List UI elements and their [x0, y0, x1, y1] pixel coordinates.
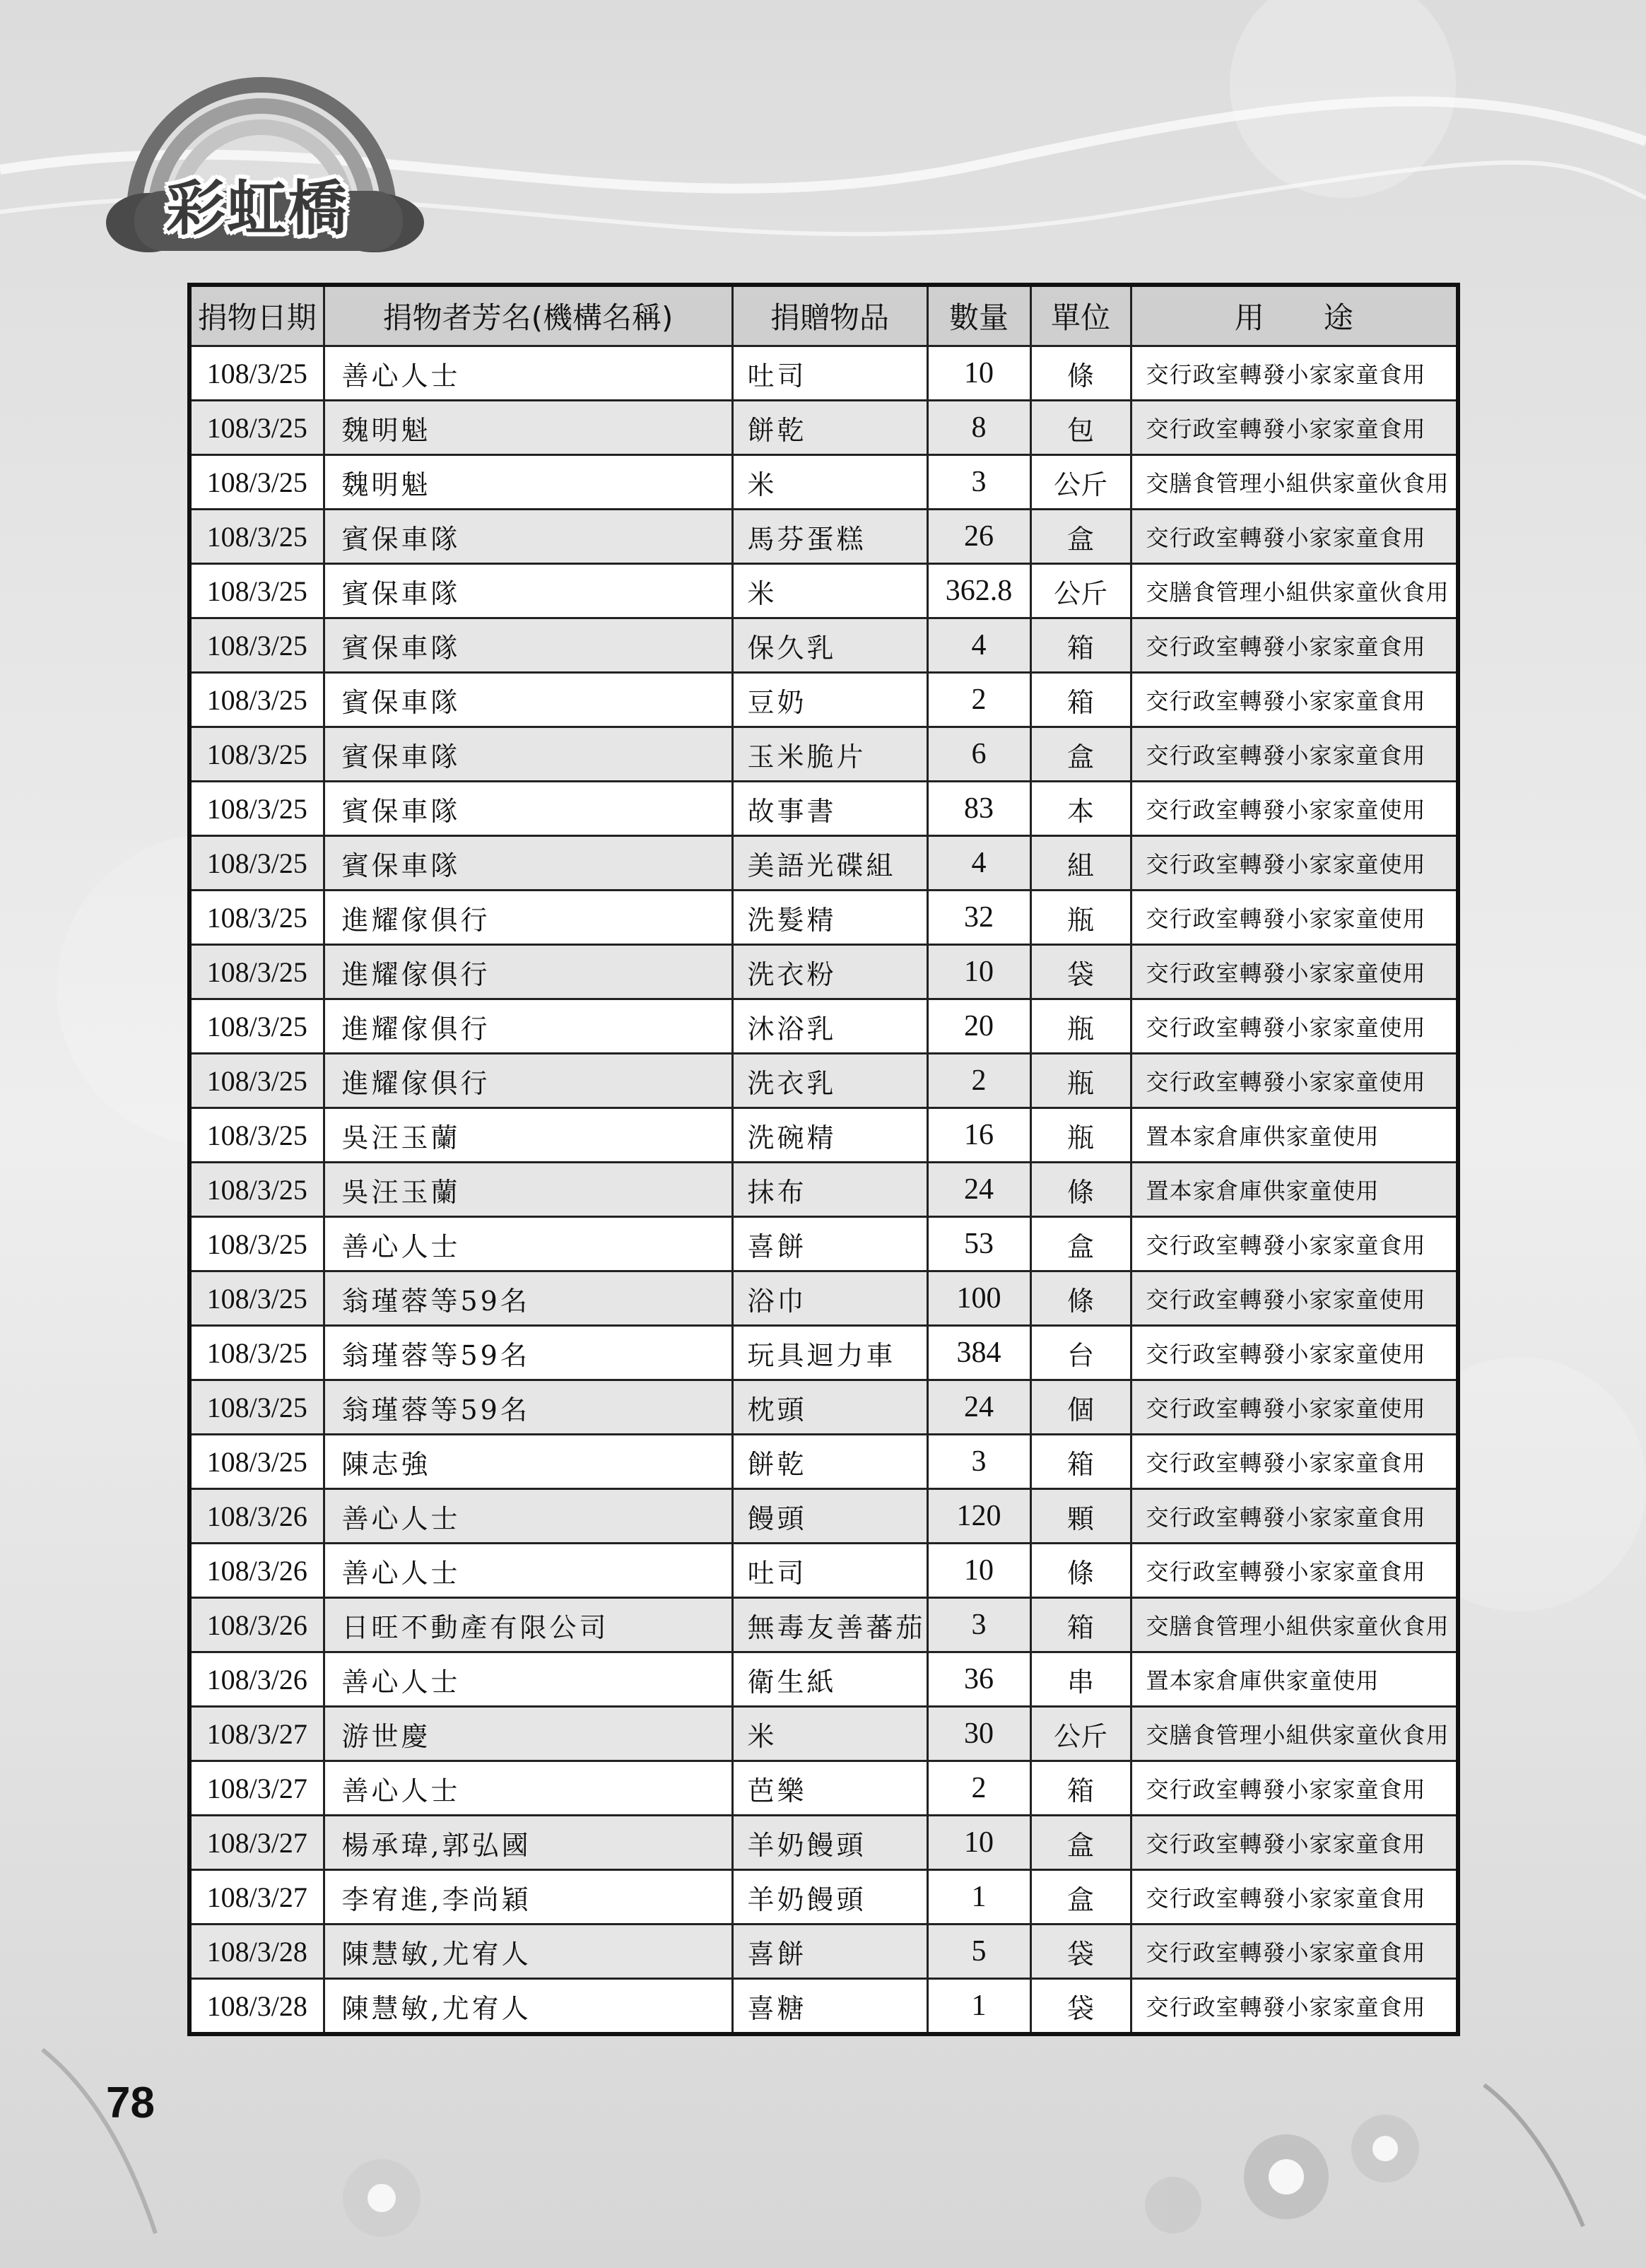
- unit-cell: 箱: [1030, 673, 1131, 727]
- donor-cell: 進耀傢俱行: [324, 999, 732, 1054]
- quantity-cell: 2: [927, 1761, 1030, 1816]
- unit-cell: 盒: [1030, 510, 1131, 564]
- usage-cell: 交行政室轉發小家家童使用: [1131, 1271, 1458, 1326]
- unit-cell: 公斤: [1030, 564, 1131, 618]
- date-cell: 108/3/25: [189, 1380, 324, 1435]
- donor-cell: 陳志強: [324, 1435, 732, 1489]
- table-row: [189, 1598, 1458, 1652]
- item-cell: 衛生紙: [732, 1652, 927, 1707]
- item-cell: 豆奶: [732, 673, 927, 727]
- usage-cell: 置本家倉庫供家童使用: [1131, 1108, 1458, 1163]
- usage-cell: 置本家倉庫供家童使用: [1131, 1652, 1458, 1707]
- unit-cell: 箱: [1030, 1598, 1131, 1652]
- usage-cell: 交行政室轉發小家家童食用: [1131, 510, 1458, 564]
- quantity-cell: 30: [927, 1707, 1030, 1761]
- date-cell: 108/3/27: [189, 1816, 324, 1870]
- usage-cell: 交行政室轉發小家家童食用: [1131, 1435, 1458, 1489]
- donor-cell: 陳慧敏,尤宥人: [324, 1979, 732, 2035]
- donor-cell: 李宥進,李尚穎: [324, 1870, 732, 1925]
- unit-cell: 條: [1030, 1271, 1131, 1326]
- table-row: [189, 1816, 1458, 1870]
- table-row: [189, 1380, 1458, 1435]
- usage-cell: 交行政室轉發小家家童食用: [1131, 1217, 1458, 1271]
- date-cell: 108/3/25: [189, 510, 324, 564]
- usage-cell: 交膳食管理小組供家童伙食用: [1131, 455, 1458, 510]
- unit-cell: 盒: [1030, 1870, 1131, 1925]
- table-row: [189, 346, 1458, 401]
- usage-cell: 交行政室轉發小家家童使用: [1131, 782, 1458, 836]
- quantity-cell: 24: [927, 1163, 1030, 1217]
- table-row: [189, 891, 1458, 945]
- date-cell: 108/3/25: [189, 1108, 324, 1163]
- donor-cell: 魏明魁: [324, 401, 732, 455]
- usage-cell: 交膳食管理小組供家童伙食用: [1131, 564, 1458, 618]
- item-cell: 洗碗精: [732, 1108, 927, 1163]
- item-cell: 洗衣乳: [732, 1054, 927, 1108]
- donor-cell: 楊承瑋,郭弘國: [324, 1816, 732, 1870]
- unit-cell: 包: [1030, 401, 1131, 455]
- date-cell: 108/3/27: [189, 1870, 324, 1925]
- item-cell: 洗髮精: [732, 891, 927, 945]
- quantity-cell: 120: [927, 1489, 1030, 1544]
- donor-cell: 賓保車隊: [324, 782, 732, 836]
- quantity-cell: 83: [927, 782, 1030, 836]
- unit-cell: 公斤: [1030, 455, 1131, 510]
- date-cell: 108/3/26: [189, 1652, 324, 1707]
- table-row: [189, 1271, 1458, 1326]
- unit-cell: 瓶: [1030, 891, 1131, 945]
- item-cell: 保久乳: [732, 618, 927, 673]
- usage-cell: 交行政室轉發小家家童使用: [1131, 1326, 1458, 1380]
- usage-cell: 交行政室轉發小家家童食用: [1131, 1816, 1458, 1870]
- header-unit: 單位: [1030, 285, 1131, 346]
- unit-cell: 袋: [1030, 945, 1131, 999]
- table-row: [189, 618, 1458, 673]
- date-cell: 108/3/25: [189, 618, 324, 673]
- quantity-cell: 3: [927, 455, 1030, 510]
- item-cell: 喜糖: [732, 1979, 927, 2035]
- date-cell: 108/3/25: [189, 999, 324, 1054]
- date-cell: 108/3/28: [189, 1979, 324, 2035]
- date-cell: 108/3/25: [189, 1271, 324, 1326]
- donor-cell: 翁瑾蓉等59名: [324, 1326, 732, 1380]
- date-cell: 108/3/25: [189, 401, 324, 455]
- quantity-cell: 2: [927, 1054, 1030, 1108]
- donor-cell: 魏明魁: [324, 455, 732, 510]
- date-cell: 108/3/25: [189, 782, 324, 836]
- unit-cell: 串: [1030, 1652, 1131, 1707]
- unit-cell: 箱: [1030, 1435, 1131, 1489]
- item-cell: 沐浴乳: [732, 999, 927, 1054]
- table-row: [189, 1870, 1458, 1925]
- usage-cell: 交膳食管理小組供家童伙食用: [1131, 1598, 1458, 1652]
- item-cell: 吐司: [732, 1544, 927, 1598]
- usage-cell: 交行政室轉發小家家童使用: [1131, 891, 1458, 945]
- item-cell: 美語光碟組: [732, 836, 927, 891]
- usage-cell: 交行政室轉發小家家童使用: [1131, 1054, 1458, 1108]
- unit-cell: 瓶: [1030, 1108, 1131, 1163]
- usage-cell: 交行政室轉發小家家童使用: [1131, 999, 1458, 1054]
- quantity-cell: 3: [927, 1435, 1030, 1489]
- item-cell: 馬芬蛋糕: [732, 510, 927, 564]
- donor-cell: 善心人士: [324, 346, 732, 401]
- quantity-cell: 5: [927, 1925, 1030, 1979]
- usage-cell: 交行政室轉發小家家童食用: [1131, 618, 1458, 673]
- item-cell: 玉米脆片: [732, 727, 927, 782]
- donor-cell: 善心人士: [324, 1544, 732, 1598]
- item-cell: 喜餅: [732, 1217, 927, 1271]
- table-row: [189, 1652, 1458, 1707]
- table-row: [189, 782, 1458, 836]
- quantity-cell: 36: [927, 1652, 1030, 1707]
- unit-cell: 顆: [1030, 1489, 1131, 1544]
- donor-cell: 翁瑾蓉等59名: [324, 1380, 732, 1435]
- table-row: [189, 1707, 1458, 1761]
- table-row: [189, 1163, 1458, 1217]
- table-row: [189, 727, 1458, 782]
- table-row: [189, 1217, 1458, 1271]
- unit-cell: 台: [1030, 1326, 1131, 1380]
- quantity-cell: 2: [927, 673, 1030, 727]
- table-row: [189, 1544, 1458, 1598]
- donor-cell: 善心人士: [324, 1761, 732, 1816]
- header-donor: 捐物者芳名(機構名稱): [324, 285, 732, 346]
- usage-cell: 交行政室轉發小家家童使用: [1131, 1380, 1458, 1435]
- header-item: 捐贈物品: [732, 285, 927, 346]
- unit-cell: 盒: [1030, 1816, 1131, 1870]
- quantity-cell: 4: [927, 836, 1030, 891]
- usage-cell: 交行政室轉發小家家童食用: [1131, 1925, 1458, 1979]
- table-row: [189, 1054, 1458, 1108]
- donor-cell: 善心人士: [324, 1489, 732, 1544]
- page-number: 78: [106, 2079, 155, 2127]
- item-cell: 羊奶饅頭: [732, 1816, 927, 1870]
- unit-cell: 公斤: [1030, 1707, 1131, 1761]
- date-cell: 108/3/25: [189, 891, 324, 945]
- usage-cell: 交行政室轉發小家家童食用: [1131, 1870, 1458, 1925]
- date-cell: 108/3/25: [189, 564, 324, 618]
- header-quantity: 數量: [927, 285, 1030, 346]
- usage-cell: 交行政室轉發小家家童食用: [1131, 1544, 1458, 1598]
- date-cell: 108/3/26: [189, 1544, 324, 1598]
- donor-cell: 賓保車隊: [324, 727, 732, 782]
- item-cell: 玩具迴力車: [732, 1326, 927, 1380]
- table-row: [189, 1108, 1458, 1163]
- donor-cell: 吳汪玉蘭: [324, 1163, 732, 1217]
- date-cell: 108/3/25: [189, 945, 324, 999]
- logo-title: 彩虹橋: [166, 174, 349, 243]
- usage-cell: 交行政室轉發小家家童食用: [1131, 673, 1458, 727]
- quantity-cell: 24: [927, 1380, 1030, 1435]
- donor-cell: 賓保車隊: [324, 836, 732, 891]
- usage-cell: 交行政室轉發小家家童食用: [1131, 346, 1458, 401]
- header-date: 捐物日期: [189, 285, 324, 346]
- unit-cell: 袋: [1030, 1925, 1131, 1979]
- quantity-cell: 1: [927, 1870, 1030, 1925]
- item-cell: 故事書: [732, 782, 927, 836]
- item-cell: 饅頭: [732, 1489, 927, 1544]
- item-cell: 羊奶饅頭: [732, 1870, 927, 1925]
- table-row: [189, 1326, 1458, 1380]
- table-row: [189, 455, 1458, 510]
- item-cell: 浴巾: [732, 1271, 927, 1326]
- table-row: [189, 401, 1458, 455]
- item-cell: 抹布: [732, 1163, 927, 1217]
- date-cell: 108/3/25: [189, 1163, 324, 1217]
- date-cell: 108/3/25: [189, 1217, 324, 1271]
- date-cell: 108/3/25: [189, 346, 324, 401]
- date-cell: 108/3/27: [189, 1707, 324, 1761]
- item-cell: 米: [732, 564, 927, 618]
- unit-cell: 條: [1030, 1544, 1131, 1598]
- table-row: [189, 836, 1458, 891]
- date-cell: 108/3/25: [189, 1326, 324, 1380]
- date-cell: 108/3/25: [189, 836, 324, 891]
- unit-cell: 箱: [1030, 1761, 1131, 1816]
- item-cell: 餅乾: [732, 401, 927, 455]
- donation-table: [187, 283, 1460, 2036]
- donor-cell: 日旺不動產有限公司: [324, 1598, 732, 1652]
- usage-cell: 交行政室轉發小家家童使用: [1131, 945, 1458, 999]
- donor-cell: 進耀傢俱行: [324, 891, 732, 945]
- usage-cell: 交行政室轉發小家家童使用: [1131, 836, 1458, 891]
- unit-cell: 瓶: [1030, 1054, 1131, 1108]
- quantity-cell: 8: [927, 401, 1030, 455]
- quantity-cell: 10: [927, 1816, 1030, 1870]
- quantity-cell: 3: [927, 1598, 1030, 1652]
- unit-cell: 個: [1030, 1380, 1131, 1435]
- quantity-cell: 1: [927, 1979, 1030, 2035]
- usage-cell: 交行政室轉發小家家童食用: [1131, 401, 1458, 455]
- table-row: [189, 945, 1458, 999]
- usage-cell: 交行政室轉發小家家童食用: [1131, 1761, 1458, 1816]
- item-cell: 無毒友善蕃茄: [732, 1598, 927, 1652]
- unit-cell: 袋: [1030, 1979, 1131, 2035]
- quantity-cell: 100: [927, 1271, 1030, 1326]
- quantity-cell: 4: [927, 618, 1030, 673]
- item-cell: 喜餅: [732, 1925, 927, 1979]
- table-row: [189, 510, 1458, 564]
- donor-cell: 陳慧敏,尤宥人: [324, 1925, 732, 1979]
- item-cell: 芭樂: [732, 1761, 927, 1816]
- donor-cell: 善心人士: [324, 1217, 732, 1271]
- table-row: [189, 1435, 1458, 1489]
- date-cell: 108/3/25: [189, 673, 324, 727]
- unit-cell: 瓶: [1030, 999, 1131, 1054]
- item-cell: 米: [732, 455, 927, 510]
- unit-cell: 本: [1030, 782, 1131, 836]
- date-cell: 108/3/28: [189, 1925, 324, 1979]
- unit-cell: 條: [1030, 346, 1131, 401]
- usage-cell: 交行政室轉發小家家童食用: [1131, 1979, 1458, 2035]
- donor-cell: 賓保車隊: [324, 510, 732, 564]
- item-cell: 吐司: [732, 346, 927, 401]
- table-row: [189, 999, 1458, 1054]
- donor-cell: 善心人士: [324, 1652, 732, 1707]
- date-cell: 108/3/25: [189, 455, 324, 510]
- donor-cell: 賓保車隊: [324, 618, 732, 673]
- table-row: [189, 1489, 1458, 1544]
- donor-cell: 吳汪玉蘭: [324, 1108, 732, 1163]
- quantity-cell: 6: [927, 727, 1030, 782]
- item-cell: 洗衣粉: [732, 945, 927, 999]
- quantity-cell: 384: [927, 1326, 1030, 1380]
- donor-cell: 游世慶: [324, 1707, 732, 1761]
- donor-cell: 翁瑾蓉等59名: [324, 1271, 732, 1326]
- quantity-cell: 32: [927, 891, 1030, 945]
- date-cell: 108/3/27: [189, 1761, 324, 1816]
- unit-cell: 條: [1030, 1163, 1131, 1217]
- usage-cell: 交行政室轉發小家家童食用: [1131, 1489, 1458, 1544]
- date-cell: 108/3/26: [189, 1598, 324, 1652]
- donor-cell: 賓保車隊: [324, 564, 732, 618]
- quantity-cell: 10: [927, 945, 1030, 999]
- item-cell: 枕頭: [732, 1380, 927, 1435]
- usage-cell: 交行政室轉發小家家童食用: [1131, 727, 1458, 782]
- donor-cell: 進耀傢俱行: [324, 945, 732, 999]
- item-cell: 餅乾: [732, 1435, 927, 1489]
- quantity-cell: 10: [927, 346, 1030, 401]
- quantity-cell: 20: [927, 999, 1030, 1054]
- donor-cell: 賓保車隊: [324, 673, 732, 727]
- unit-cell: 盒: [1030, 1217, 1131, 1271]
- donor-cell: 進耀傢俱行: [324, 1054, 732, 1108]
- unit-cell: 盒: [1030, 727, 1131, 782]
- table-row: [189, 1761, 1458, 1816]
- quantity-cell: 26: [927, 510, 1030, 564]
- item-cell: 米: [732, 1707, 927, 1761]
- table-row: [189, 564, 1458, 618]
- header-usage: 用 途: [1131, 285, 1458, 346]
- table-row: [189, 1979, 1458, 2035]
- date-cell: 108/3/25: [189, 1054, 324, 1108]
- usage-cell: 交膳食管理小組供家童伙食用: [1131, 1707, 1458, 1761]
- unit-cell: 組: [1030, 836, 1131, 891]
- table-row: [189, 673, 1458, 727]
- quantity-cell: 53: [927, 1217, 1030, 1271]
- date-cell: 108/3/25: [189, 1435, 324, 1489]
- usage-cell: 置本家倉庫供家童使用: [1131, 1163, 1458, 1217]
- table-header-row: [189, 285, 1458, 346]
- quantity-cell: 362.8: [927, 564, 1030, 618]
- date-cell: 108/3/26: [189, 1489, 324, 1544]
- table-row: [189, 1925, 1458, 1979]
- quantity-cell: 10: [927, 1544, 1030, 1598]
- date-cell: 108/3/25: [189, 727, 324, 782]
- quantity-cell: 16: [927, 1108, 1030, 1163]
- unit-cell: 箱: [1030, 618, 1131, 673]
